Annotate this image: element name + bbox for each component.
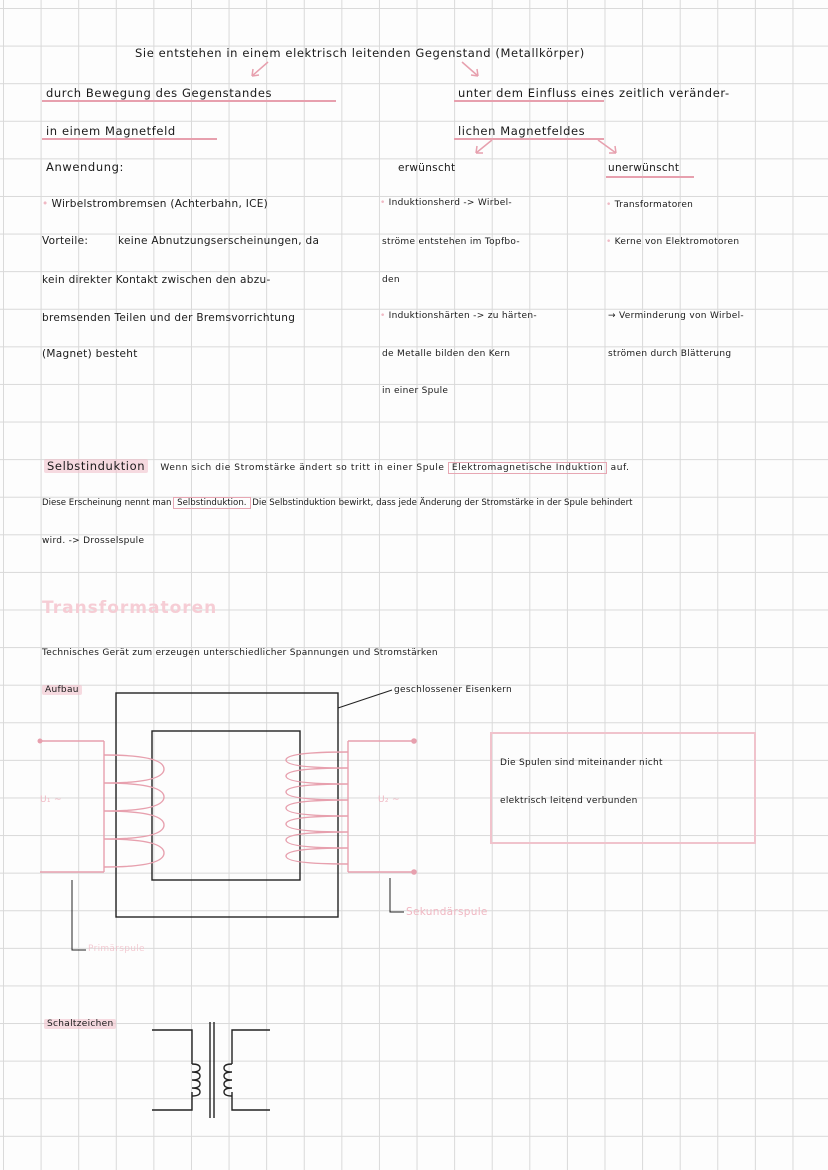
right-line-2: lichen Magnetfeldes: [458, 124, 586, 138]
sekundaerspule-pointer: [390, 878, 404, 912]
section-title-transformatoren: Transformatoren: [42, 598, 218, 618]
selbstinduktion-term: Selbstinduktion: [44, 459, 148, 473]
arrow-right-icon: [462, 62, 478, 76]
u1-label: U₁ ~: [40, 795, 62, 805]
u2-label: U₂ ~: [378, 795, 400, 805]
arrow-erwuenscht-icon: [476, 140, 492, 153]
arrow-left-icon: [252, 62, 268, 76]
terminal-icon: [38, 739, 43, 744]
header-line: Sie entstehen in einem elektrisch leitenden Gegenstand (Metallkörper): [135, 46, 585, 60]
erwuenscht-line-3: den: [382, 275, 400, 285]
unerwuenscht-line-2: • Kerne von Elektromotoren: [606, 237, 739, 247]
selbstinduktion-line-1: Selbstinduktion Wenn sich die Stromstärke ändert so tritt in einer Spule Elektromagnetische Induktion auf.: [44, 459, 630, 473]
vorteile-text-3: bremsenden Teilen und der Bremsvorrichtung: [42, 312, 296, 324]
erwuenscht-line-6: in einer Spule: [382, 386, 449, 396]
erwuenscht-line-1: • Induktionsherd -> Wirbel-: [380, 198, 512, 208]
vorteile-label: Vorteile:: [42, 235, 89, 247]
induktion-box: Elektromagnetische Induktion: [449, 463, 607, 473]
secondary-coil: [286, 752, 348, 864]
iron-core-outer: [116, 693, 338, 917]
callout-line-2: elektrisch leitend verbunden: [500, 796, 638, 806]
terminal-icon: [411, 738, 417, 744]
primary-coil: [104, 755, 164, 867]
unerwuenscht-line-4: strömen durch Blätterung: [608, 349, 732, 359]
vorteile-text-2: kein direkter Kontakt zwischen den abzu-: [42, 274, 271, 286]
erwuenscht-heading: erwünscht: [398, 162, 456, 174]
transformer-symbol-icon: [152, 1022, 270, 1118]
eisenkern-label: geschlossener Eisenkern: [394, 685, 513, 695]
terminal-icon: [411, 869, 417, 875]
unerwuenscht-heading: unerwünscht: [608, 162, 680, 174]
primaerspule-label: Primärspule: [88, 944, 145, 954]
erwuenscht-line-2: ströme entstehen im Topfbo-: [382, 237, 520, 247]
iron-core-inner: [152, 731, 300, 880]
arrow-unerwuenscht-icon: [598, 140, 616, 153]
eisenkern-pointer: [338, 690, 392, 708]
aufbau-label: Aufbau: [42, 685, 82, 695]
vorteile-text-1: keine Abnutzungserscheinungen, da: [118, 235, 320, 247]
selbstinduktion-line-2: Diese Erscheinung nennt man Selbstinduktion. Die Selbstinduktion bewirkt, dass jede Änderung der Stromstärke in der Spule behindert: [42, 498, 633, 508]
primaerspule-pointer: [72, 880, 86, 950]
selbstinduktion-box: Selbstinduktion.: [174, 498, 249, 508]
left-line-2: in einem Magnetfeld: [46, 124, 176, 138]
vorteile-text-4: (Magnet) besteht: [42, 348, 138, 360]
sekundaerspule-label: Sekundärspule: [406, 906, 488, 918]
anwendung-label: Anwendung:: [46, 160, 124, 174]
right-line-1: unter dem Einfluss eines zeitlich veränder-: [458, 86, 730, 100]
selbstinduktion-line-3: wird. -> Drosselspule: [42, 536, 145, 546]
anwendung-item: • Wirbelstrombremsen (Achterbahn, ICE): [42, 198, 268, 210]
schaltzeichen-label: Schaltzeichen: [44, 1019, 116, 1029]
erwuenscht-line-4: • Induktionshärten -> zu härten-: [380, 311, 537, 321]
unerwuenscht-line-3: → Verminderung von Wirbel-: [608, 311, 744, 321]
erwuenscht-line-5: de Metalle bilden den Kern: [382, 349, 511, 359]
unerwuenscht-line-1: • Transformatoren: [606, 200, 693, 210]
trafo-description: Technisches Gerät zum erzeugen unterschiedlicher Spannungen und Stromstärken: [42, 648, 438, 658]
callout-line-1: Die Spulen sind miteinander nicht: [500, 758, 663, 768]
left-line-1: durch Bewegung des Gegenstandes: [46, 86, 273, 100]
